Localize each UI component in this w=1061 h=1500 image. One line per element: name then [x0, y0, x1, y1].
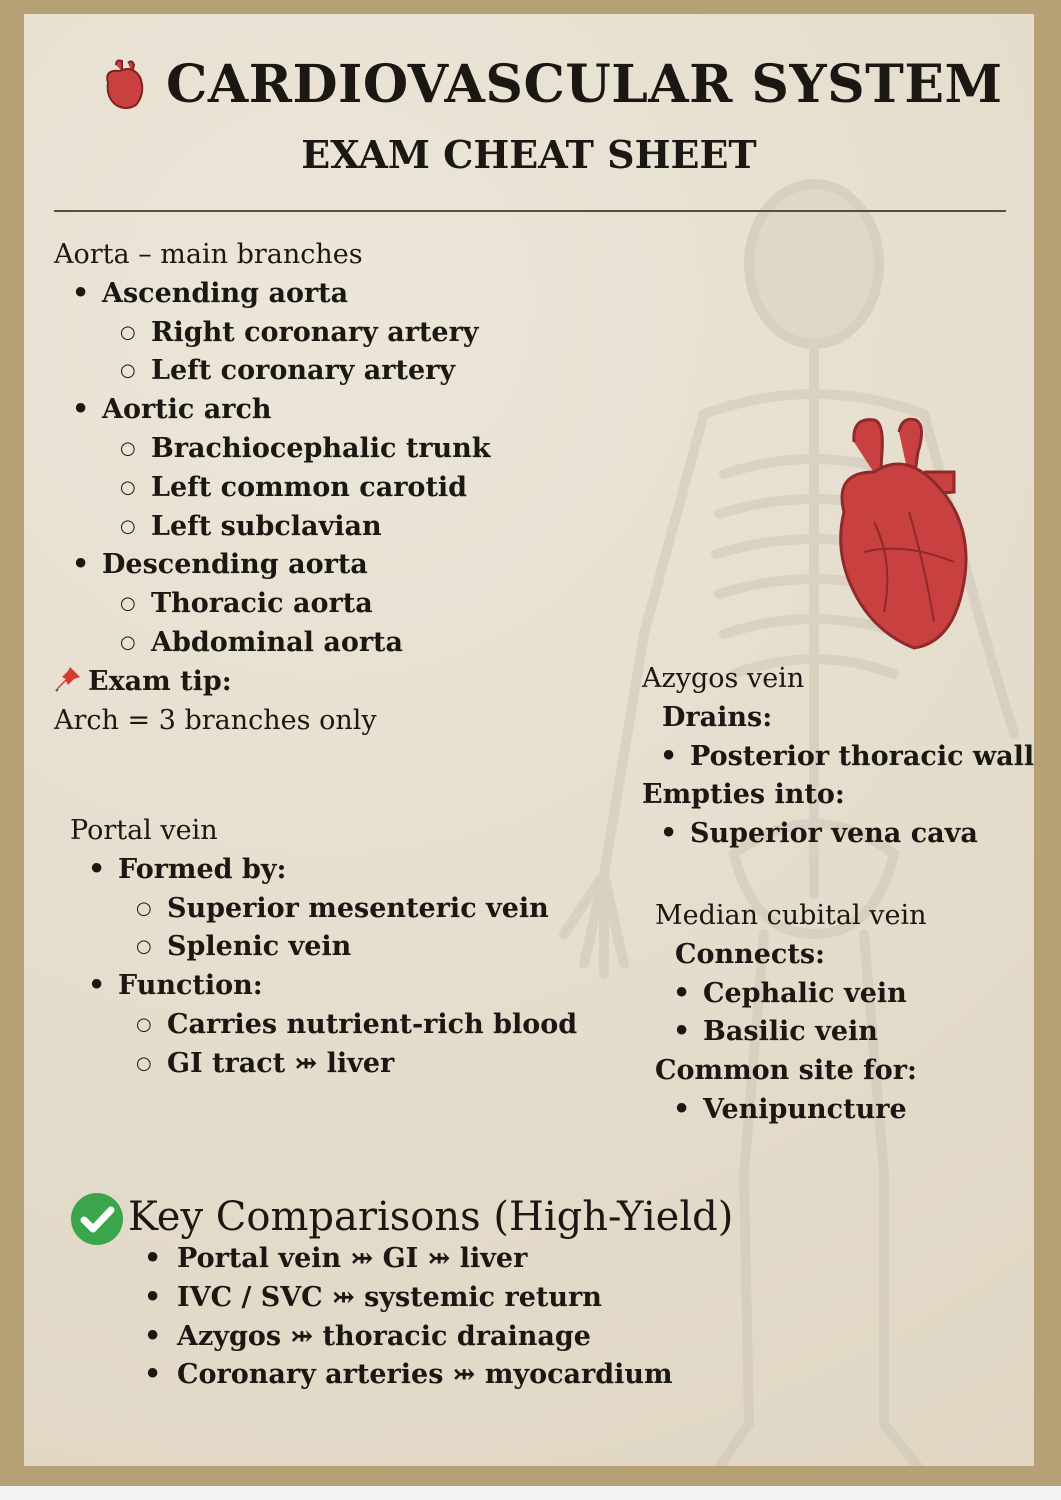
bottom-strip — [0, 1486, 1061, 1500]
list-item: • Posterior thoracic wall — [642, 738, 1034, 777]
heart-illustration — [814, 412, 974, 652]
list-item: • Formed by: — [70, 851, 577, 890]
list-item: • Ascending aorta — [54, 275, 491, 314]
list-item: ○ Abdominal aorta — [54, 624, 491, 663]
anatomical-heart-icon — [102, 59, 146, 111]
portal-vein-section — [70, 812, 577, 1084]
common-site-label: Common site for: — [655, 1055, 917, 1087]
list-item: • Basilic vein — [655, 1013, 926, 1052]
list-item: ○ GI tract ⤔ liver — [70, 1045, 577, 1084]
list-item: • Coronary arteries ⤔ myocardium — [134, 1356, 673, 1395]
list-item: • Function: — [70, 967, 577, 1006]
list-item: • Descending aorta — [54, 546, 491, 585]
list-item: • Superior vena cava — [642, 815, 1034, 854]
list-item: ○ Left coronary artery — [54, 352, 491, 391]
aorta-heading: Aorta – main branches — [54, 239, 363, 270]
list-item: • Venipuncture — [655, 1091, 926, 1130]
azygos-vein-section — [642, 660, 1034, 854]
azygos-heading: Azygos vein — [642, 663, 805, 694]
cheat-sheet-page — [24, 14, 1034, 1466]
list-item: ○ Brachiocephalic trunk — [54, 430, 491, 469]
list-item: • Portal vein ⤔ GI ⤔ liver — [134, 1240, 673, 1279]
exam-tip — [54, 663, 491, 702]
median-cubital-heading: Median cubital vein — [655, 900, 927, 931]
drains-label: Drains: — [662, 701, 773, 733]
empties-label: Empties into: — [642, 779, 845, 811]
pushpin-icon — [54, 665, 82, 693]
list-item: • IVC / SVC ⤔ systemic return — [134, 1279, 673, 1318]
list-item: ○ Left common carotid — [54, 469, 491, 508]
exam-tip-label: Exam tip: — [88, 665, 232, 697]
list-item: • Cephalic vein — [655, 975, 926, 1014]
list-item: ○ Right coronary artery — [54, 314, 491, 353]
list-item: ○ Splenic vein — [70, 928, 577, 967]
list-item: • Azygos ⤔ thoracic drainage — [134, 1318, 673, 1357]
check-circle-icon — [70, 1192, 124, 1246]
list-item: ○ Superior mesenteric vein — [70, 890, 577, 929]
title-row — [102, 54, 1003, 115]
key-comparisons-title: Key Comparisons (High-Yield) — [128, 1194, 734, 1240]
median-cubital-vein-section — [655, 897, 926, 1130]
exam-tip-text: Arch = 3 branches only — [54, 704, 377, 736]
list-item: • Aortic arch — [54, 391, 491, 430]
portal-heading: Portal vein — [70, 815, 218, 846]
aorta-section — [54, 236, 491, 740]
header-divider — [54, 210, 1006, 212]
page-subtitle: EXAM CHEAT SHEET — [301, 132, 757, 177]
list-item: ○ Carries nutrient-rich blood — [70, 1006, 577, 1045]
connects-label: Connects: — [675, 938, 826, 970]
list-item: ○ Left subclavian — [54, 508, 491, 547]
list-item: ○ Thoracic aorta — [54, 585, 491, 624]
key-comparisons-list — [134, 1240, 673, 1395]
page-title: CARDIOVASCULAR SYSTEM — [166, 54, 1003, 115]
